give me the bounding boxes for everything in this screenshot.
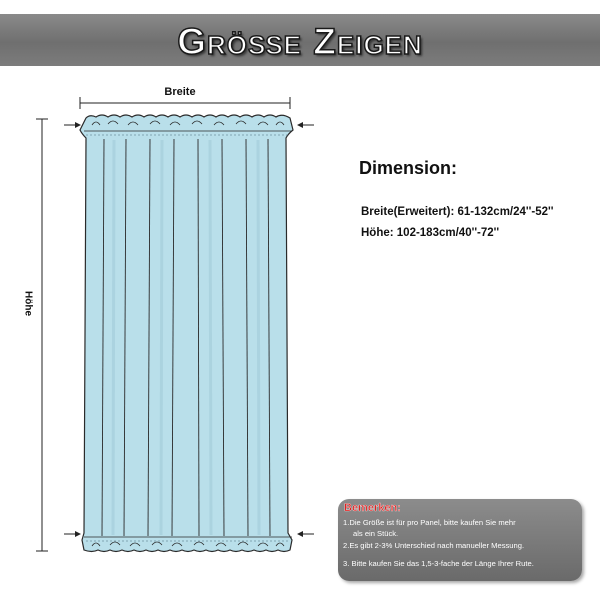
- banner-title: Größe Zeigen: [177, 21, 423, 62]
- note-item: als ein Stück.: [353, 528, 399, 538]
- curtain-panel: [80, 115, 293, 552]
- notes-box: [338, 499, 582, 581]
- width-spec: Breite(Erweitert): 61-132cm/24''-52'': [361, 206, 554, 218]
- height-label: Höhe: [22, 291, 34, 316]
- width-label: Breite: [164, 86, 196, 98]
- width-dimension-line: [80, 97, 290, 109]
- height-spec: Höhe: 102-183cm/40''-72'': [361, 227, 500, 239]
- notes-title: Bemerken:: [344, 502, 401, 514]
- note-item: 1.Die Größe ist für pro Panel, bitte kaufen Sie mehr: [343, 518, 516, 527]
- note-item: 2.Es gibt 2-3% Unterschied nach manueller Messung.: [343, 541, 525, 550]
- height-dimension-line: [36, 119, 48, 551]
- note-item: 3. Bitte kaufen Sie das 1,5-3-fache der Länge Ihrer Rute.: [343, 558, 534, 568]
- notes-list: [343, 518, 579, 571]
- dimension-heading: Dimension:: [359, 158, 458, 178]
